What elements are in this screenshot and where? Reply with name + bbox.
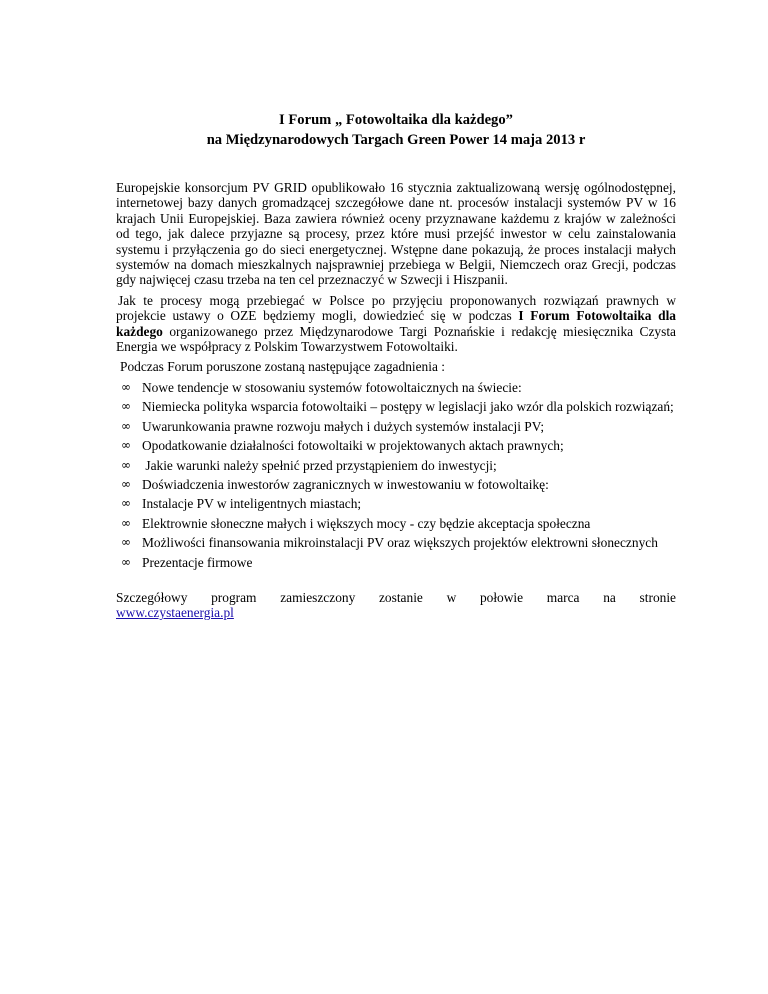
infinity-bullet-icon: ∞ [121,399,131,414]
list-item [116,516,676,531]
list-item [116,399,676,414]
infinity-bullet-icon: ∞ [121,554,131,569]
list-item [116,380,676,395]
infinity-bullet-icon: ∞ [121,438,131,453]
program-note [116,590,676,621]
list-item [116,535,676,550]
program-word: Szczegółowy [116,589,188,605]
document-page [116,110,676,621]
list-item-text: Jakie warunki należy spełnić przed przystąpieniem do inwestycji; [142,457,497,473]
infinity-bullet-icon: ∞ [121,457,131,472]
list-item [116,496,676,511]
intro-paragraph-3: Podczas Forum poruszone zostaną następujące zagadnienia : [120,359,445,375]
list-item-text: Możliwości finansowania mikroinstalacji PV oraz większych projektów elektrowni słonecznych [142,535,658,551]
program-word: marca [546,589,580,605]
list-item-text: Doświadczenia inwestorów zagranicznych w inwestowaniu w fotowoltaikę: [142,476,549,492]
intro-paragraph-2-text-b: organizowanego przez Międzynarodowe Targi Poznańskie i redakcję miesięcznika Czysta Energia we współpracy z Polskim Towarzystwem Fotowoltaiki. [116,323,676,355]
program-word: w [446,589,457,605]
document-title [116,110,676,150]
infinity-bullet-icon: ∞ [121,418,131,433]
intro-paragraph-2-text-a: Jak te procesy mogą przebiegać w Polsce po przyjęciu proponowanych rozwiązań prawnych w projekcie ustawy o OZE będziemy mogli, dowiedzieć się w podczas [116,292,676,324]
list-item-text: Elektrownie słoneczne małych i większych mocy - czy będzie akceptacja społeczna [142,515,591,531]
forum-name-bold: I Forum Fotowoltaika dla każdego [116,308,677,339]
infinity-bullet-icon: ∞ [121,476,131,491]
program-word: połowie [479,589,524,605]
infinity-bullet-icon: ∞ [121,379,131,394]
program-word: na [603,589,616,605]
list-item [116,555,676,570]
list-item-text: Opodatkowanie działalności fotowoltaiki w projektowanych aktach prawnych; [142,438,564,454]
title-line-1: I Forum „ Fotowoltaika dla każdego” [279,112,513,128]
infinity-bullet-icon: ∞ [121,535,131,550]
list-item-text: Nowe tendencje w stosowaniu systemów fotowoltaicznych na świecie: [142,379,522,395]
topics-list [116,380,676,570]
list-item-text: Niemiecka polityka wsparcia fotowoltaiki – postępy w legislacji jako wzór dla polskich rozwiązań; [142,399,674,415]
infinity-bullet-icon: ∞ [121,496,131,511]
list-item [116,477,676,492]
website-link[interactable]: www.czystaenergia.pl [116,605,234,621]
list-item [116,419,676,434]
intro-paragraph-2 [116,293,676,355]
program-word: stronie [639,589,676,605]
intro-paragraph-1: Europejskie konsorcjum PV GRID opublikowało 16 stycznia zaktualizowaną wersję ogólnodostępnej, internetowej bazy danych gromadzącej szczegółowe dane nt. procesów instalacji systemów PV w 16 krajach Unii Europejskiej. Baza zawiera również oceny przyznawane każdemu z krajów w zależności od tego, jak dalece przyjazne są procesy, przez które musi przejść inwestor w celu zainstalowania systemu i przyłączenia go do sieci energetycznej. Wstępne dane pokazują, że proces instalacji małych systemów na domach mieszkalnych najsprawniej przebiega w Belgii, Niemczech oraz Grecji, podczas gdy najwięcej czasu trzeba na ten cel przeznaczyć w Szwecji i Hiszpanii. [116,180,676,288]
program-word: zamieszczony [280,589,356,605]
title-line-2: na Międzynarodowych Targach Green Power 14 maja 2013 r [206,132,586,148]
program-word: zostanie [378,589,423,605]
list-item-text: Prezentacje firmowe [142,554,253,570]
program-word: program [211,589,257,605]
list-item [116,438,676,453]
program-note-line [116,590,676,605]
list-item-text: Instalacje PV w inteligentnych miastach; [142,496,362,512]
infinity-bullet-icon: ∞ [121,515,131,530]
list-item-text: Uwarunkowania prawne rozwoju małych i dużych systemów instalacji PV; [142,418,545,434]
list-item [116,458,676,473]
